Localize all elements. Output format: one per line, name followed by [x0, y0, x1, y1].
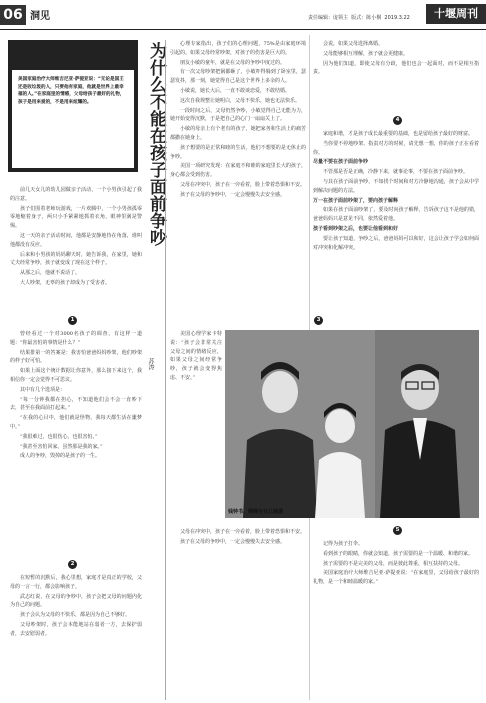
paragraph: 孩子们围着老师玩游戏，一片欢腾中，一个小男孩孤零零地缩着身子，两只小手紧紧地抓着衣角，眼神里满是警惕。 — [10, 205, 142, 230]
paragraph: 记得为孩子打伞。 — [323, 541, 364, 547]
paragraph: 孩子在父母的争吵中，一定会慢慢失去安全感。 — [180, 538, 286, 545]
intro-box — [8, 40, 138, 172]
section-marker-5: 5 — [393, 526, 402, 535]
issue-date: 2019.3.22 — [384, 15, 410, 21]
paragraph: 在短暂的沉默后，我心里想，家庭才是真正的学校，父母的一言一行，都会影响孩子。 — [10, 575, 142, 590]
paragraph: 朋友小敏的童年，就是在父母的争吵中度过的。 — [180, 59, 286, 66]
paragraph: 孩子想要的是正常和睦的生活，他们不想要的是无休止的争吵。 — [170, 144, 306, 160]
paragraph: 从那之后，他就不说话了。 — [20, 270, 81, 277]
column-2-lower — [170, 528, 306, 548]
paragraph: 因为他们知道，即使父母有分歧，他们也会一起面对，而不是相互指责。 — [313, 60, 479, 76]
paragraph: 后来和小男孩的妈妈聊天时，她告诉我，在家里，她和丈夫经常争吵，孩子就变成了现在这个样子。 — [10, 251, 142, 267]
paragraph: 会说，如果父母选择离婚。 — [323, 41, 384, 47]
paragraph: 美国一项研究发现：在家庭不和睦的家庭里长大的孩子，身心都会受到伤害。 — [170, 163, 306, 179]
section-marker-3: 3 — [314, 316, 323, 325]
paragraph: 家庭和谐，才是孩子成长最重要的基础，也是留给孩子最好的财富。 — [323, 131, 474, 137]
paragraph: 孩子会认为父母的不快乐，都是因为自己不够好。 — [20, 612, 131, 619]
paragraph: 曾经看过一个对3000名孩子的调查，有这样一道题：“你最害怕的事情是什么？” — [10, 331, 142, 346]
article-title: 为什么不能在孩子面前争吵 — [146, 42, 166, 246]
column-2-side — [170, 330, 222, 384]
paragraph: 这次自我规整让她明白，父母不快乐，她也无法快乐。 — [180, 97, 301, 104]
paragraph: 有一次父母吵架把锅都砸了，小敏吓得躲到了卧室里，瑟瑟发抖，那一刻，她觉得自己是这个世界上多余的人。 — [170, 69, 306, 85]
section-marker-2: 2 — [68, 560, 77, 569]
section-marker-4: 4 — [393, 116, 402, 125]
layout-credit: 版式：陈小桐 — [351, 15, 382, 21]
section-label: 洞见 — [30, 11, 50, 22]
paragraph: 这一天的亲子活动时间，他都是安静地待在角落，谁叫他都没有反应。 — [10, 232, 142, 248]
paragraph: 与其在孩子面前争吵，不如找个时间和对方冷静地沟通，孩子会从中学到解决问题的方法。 — [313, 178, 479, 194]
paragraph: 武志红说，在父母的争吵中，孩子会把父母的问题内化为自己的问题。 — [10, 593, 142, 609]
intro-inner — [12, 70, 134, 168]
column-1 — [10, 186, 142, 289]
paragraph: “在我的心目中，他们就是怪物，我每天都生活在噩梦中。” — [10, 415, 142, 430]
paragraph: 美国家庭治疗大师维吉尼亚·萨提亚说：“在家庭里，父母给孩子最好的礼物，是一个和睦温暖的家。” — [313, 570, 479, 586]
page-number: 06 — [0, 5, 26, 25]
paragraph: 看到孩子的眼睛，你就会知道，孩子需要的是一个温暖、和谐的家。 — [323, 550, 474, 557]
family-photo — [225, 330, 479, 518]
column-1-section-2 — [10, 574, 142, 640]
article-author: 苏涛 — [147, 358, 154, 370]
header-rule — [0, 29, 486, 30]
paragraph: 孩子在父母的争吵中，一定会慢慢失去安全感。 — [180, 191, 286, 198]
paragraph: 大人吵架，无辜的孩子却成为了受害者。 — [20, 279, 111, 286]
paragraph: 前几天女儿的幼儿园做亲子活动，一个小男孩引起了我的注意。 — [10, 187, 142, 202]
paragraph: 父母吵架时，孩子会本能地站在弱者一方，去保护弱者，去安慰弱者。 — [10, 621, 142, 637]
paragraph: 成人的争吵，毁掉的是孩子的一生。 — [20, 453, 101, 460]
paragraph: “我甚至害怕回家，虽然那是我的家。” — [20, 443, 103, 450]
title-divider — [165, 40, 166, 700]
column-3-section-4 — [313, 130, 479, 253]
section-marker-1: 1 — [68, 316, 77, 325]
paragraph: 如果上面这个统计数据让你意外，那么接下来这个，我相信你一定会觉得不可思议。 — [10, 368, 142, 383]
paragraph: 心理专家指出，孩子们的心理问题，75%是由家庭环境引起的。如果父母经常吵架，对孩子的伤害是巨大的。 — [170, 41, 306, 56]
paragraph: 如果在孩子面前吵架了，要及时向孩子解释，告诉孩子这不是他的错，爸爸妈妈只是意见不同，依然爱着他。 — [313, 207, 479, 223]
intro-text: 美国家庭治疗大师维吉尼亚·萨提亚说：“无论是国王还是收垃圾的人，只要他有家庭，他就是世界上最幸福的人。”在家庭里的情感，父母给孩子最好的礼物，孩子是用来爱的，不是用来炫耀的。 — [18, 77, 125, 105]
subheading: 尽量不要在孩子面前争吵 — [313, 159, 369, 166]
brand-logo: 十堰周刊 — [426, 4, 486, 24]
photo-caption: 钱钟书、杨绛与女儿钱瑗 — [228, 509, 284, 515]
paragraph: 父母能够相互理解，孩子就会更健康。 — [323, 50, 409, 57]
header-meta — [308, 14, 410, 21]
paragraph: 美国心理学家卡特说：“孩子会非常关注父母之间的情绪反应，如果父母之间经常争吵，孩子就会变得焦虑、不安。” — [170, 331, 222, 381]
paragraph: 孩子需要的不是完美的父母，而是彼此尊重、相互扶持的父母。 — [323, 560, 464, 567]
paragraph: 父母在冲突中，孩子在一旁看着，脸上带着恐惧和不安。 — [180, 529, 306, 535]
column-3-section-5 — [313, 540, 479, 588]
paragraph: 小敏说，她长大后，一直不敢谈恋爱，不敢结婚。 — [180, 87, 291, 94]
subheading: 万一在孩子面前吵架了，要向孩子解释 — [313, 197, 399, 204]
column-2 — [170, 40, 306, 201]
paragraph: 结果排第一的答案是：我害怕爸爸妈妈吵架，他们吵架的样子好可怕。 — [10, 349, 142, 365]
column-3 — [313, 40, 479, 78]
paragraph: “每一分钟我都在担心，不知道他们会不会一直吵下去，甚至在我面前打起来。” — [10, 396, 142, 412]
paragraph: 其中有几个选项是： — [20, 386, 66, 393]
paragraph: “我很难过，也很伤心，也很害怕。” — [20, 433, 98, 440]
paragraph: 小敏的母亲上有个老有的孩子，她把家务和生活上的痛苦都撒在她身上。 — [170, 126, 306, 141]
column-1-section-1 — [10, 330, 142, 462]
paragraph: 一段时间之后，父母仍然争吵，小敏觉得自己无能为力，她开始变得沉默，于是把自己的心门一扇扇关上了。 — [170, 107, 306, 123]
paragraph: 要让孩子知道，争吵之后，爸爸妈妈可以和好，这会让孩子学会如何面对冲突和化解冲突。 — [313, 235, 479, 251]
paragraph: 当你要不停地吵架、指责对方的时候，请先想一想，你的孩子正在看着你。 — [313, 140, 479, 156]
photo-illustration — [225, 330, 479, 518]
editor: 责任编辑：庞领主 — [308, 15, 349, 21]
page-header — [0, 0, 486, 30]
paragraph: 父母在冲突中，孩子在一旁看着，脸上带着恐惧和不安。 — [180, 181, 306, 188]
subheading: 孩子看到吵架之后，也要让他看到和好 — [313, 225, 399, 232]
paragraph: 不管那是否是正确，冷静下来，就事论事，不要在孩子面前争吵。 — [323, 169, 469, 176]
